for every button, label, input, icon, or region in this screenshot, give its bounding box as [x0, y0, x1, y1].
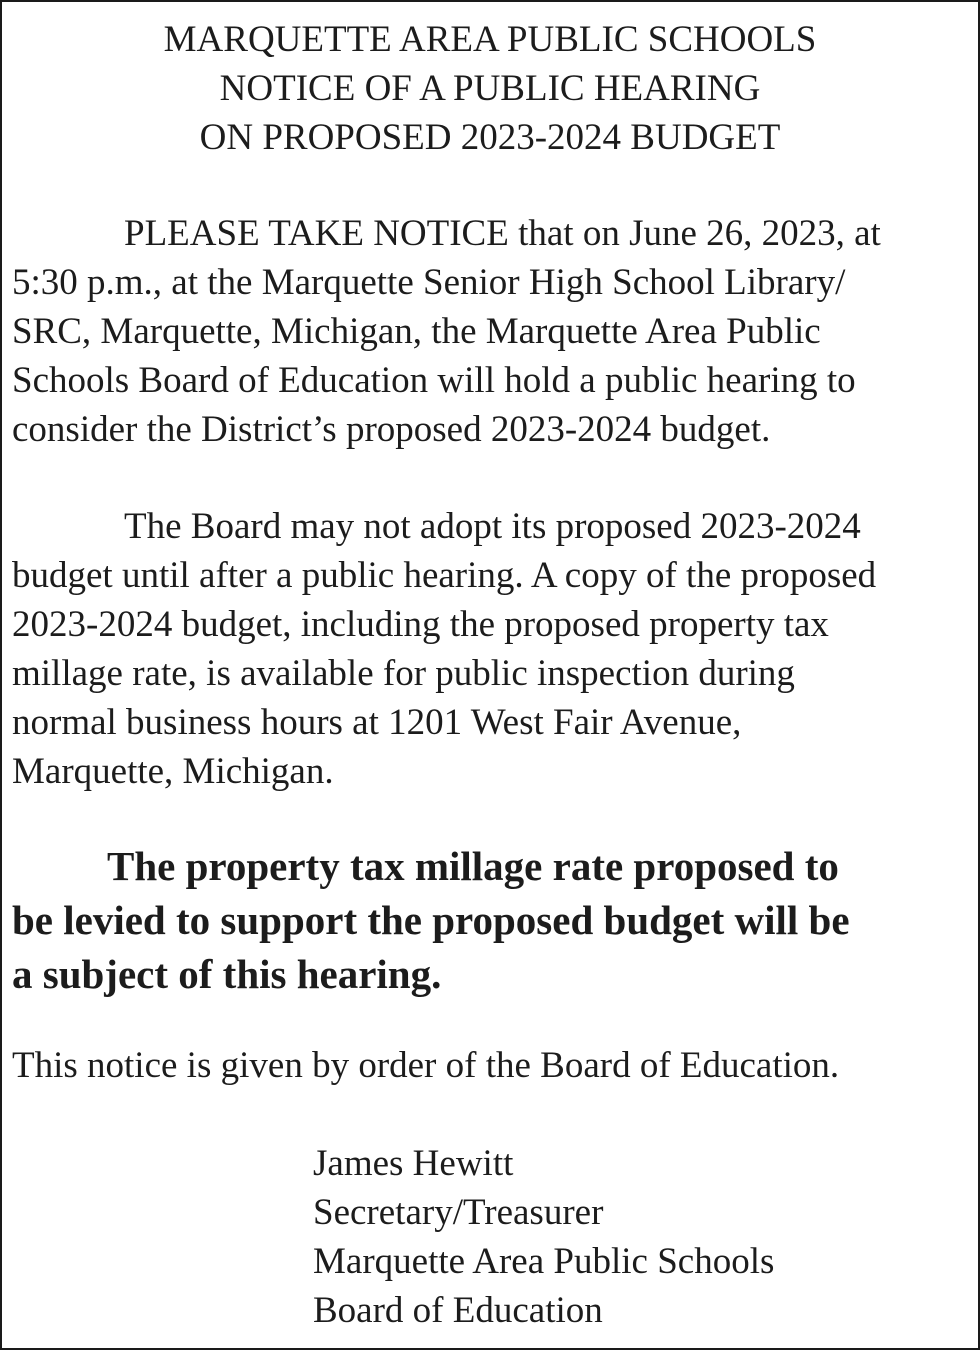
signature-block: [313, 1139, 774, 1335]
statement-line: a subject of this hearing.: [12, 951, 442, 997]
paragraph-line: Marquette, Michigan.: [12, 751, 334, 792]
closing-statement: This notice is given by order of the Board of Education.: [12, 1045, 840, 1086]
paragraph-line: millage rate, is available for public inspection during: [12, 653, 795, 694]
statement-line: The property tax millage rate proposed to: [107, 843, 839, 889]
paragraph-line: SRC, Marquette, Michigan, the Marquette Area Public: [12, 311, 821, 352]
signatory-body: Board of Education: [313, 1290, 603, 1331]
notice-header: [2, 15, 978, 162]
budget-inspection-paragraph: [12, 502, 978, 796]
paragraph-line: 5:30 p.m., at the Marquette Senior High School Library/: [12, 262, 846, 303]
header-line-budget: ON PROPOSED 2023-2024 BUDGET: [199, 117, 781, 158]
header-line-notice: NOTICE OF A PUBLIC HEARING: [219, 68, 761, 109]
paragraph-line: normal business hours at 1201 West Fair Avenue,: [12, 702, 742, 743]
millage-rate-statement: [12, 839, 978, 1001]
paragraph-line: Schools Board of Education will hold a public hearing to: [12, 360, 856, 401]
hearing-details-paragraph: [12, 209, 978, 454]
signatory-name: James Hewitt: [313, 1143, 514, 1184]
paragraph-line: consider the District’s proposed 2023-2024 budget.: [12, 409, 771, 450]
signatory-organization: Marquette Area Public Schools: [313, 1241, 775, 1282]
paragraph-line: The Board may not adopt its proposed 2023-2024: [124, 506, 861, 547]
header-line-district: MARQUETTE AREA PUBLIC SCHOOLS: [163, 19, 817, 60]
paragraph-line: budget until after a public hearing. A copy of the proposed: [12, 555, 877, 596]
paragraph-line: PLEASE TAKE NOTICE that on June 26, 2023, at: [124, 213, 881, 254]
statement-line: be levied to support the proposed budget will be: [12, 897, 850, 943]
signatory-title: Secretary/Treasurer: [313, 1192, 604, 1233]
paragraph-line: 2023-2024 budget, including the proposed property tax: [12, 604, 829, 645]
